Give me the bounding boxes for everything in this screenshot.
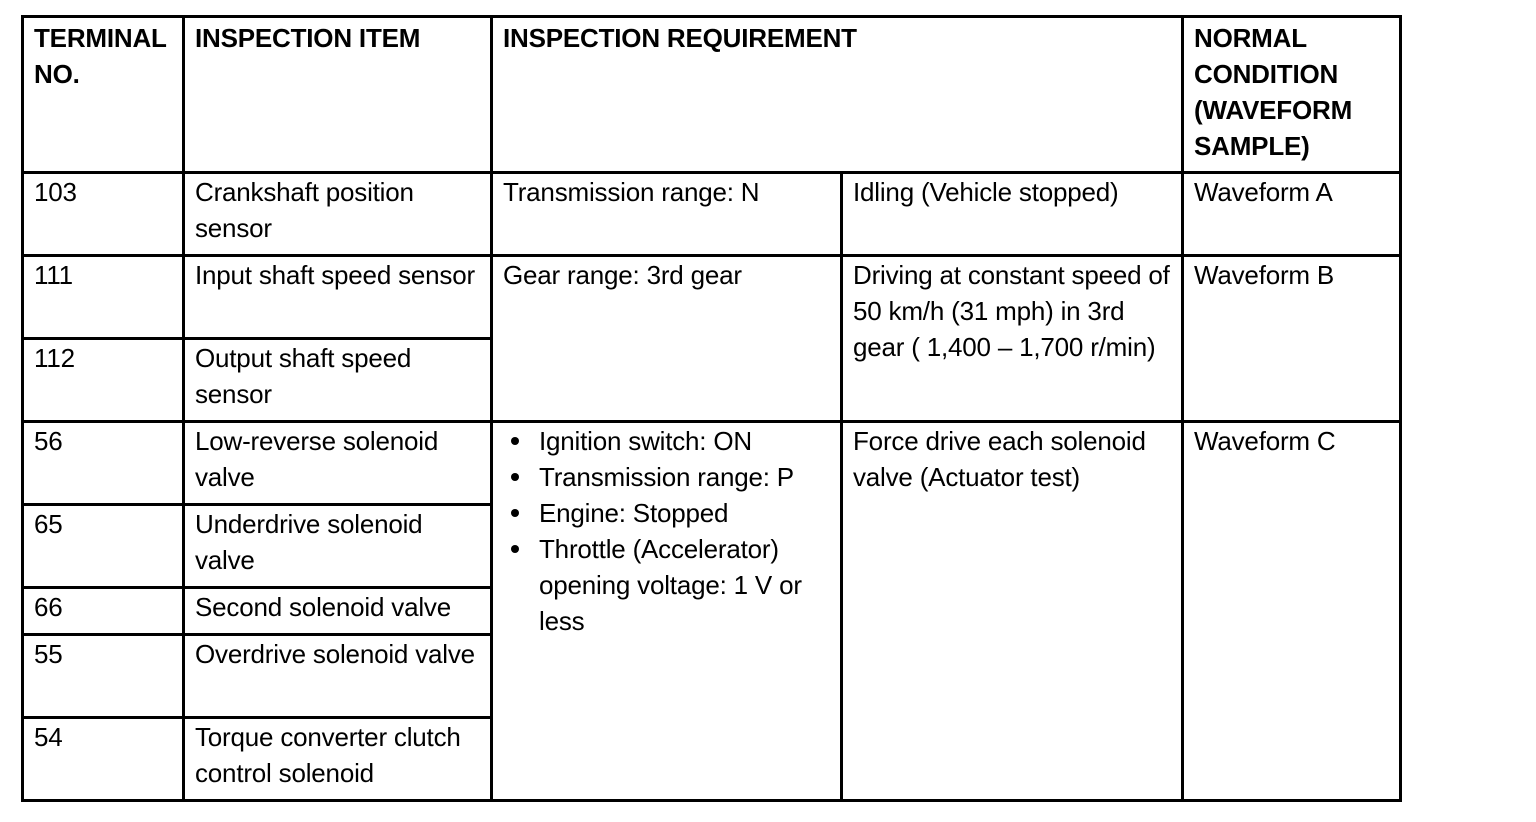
requirement-condition-cell: Idling (Vehicle stopped): [842, 173, 1183, 256]
terminal-cell: 111: [23, 256, 184, 339]
normal-condition-cell: Waveform B: [1183, 256, 1401, 422]
requirement-condition-cell: Force drive each solenoid valve (Actuator test): [842, 422, 1183, 801]
normal-condition-cell: Waveform C: [1183, 422, 1401, 801]
terminal-inspection-table: [21, 15, 1402, 802]
list-item: Engine: Stopped: [503, 495, 834, 531]
terminal-cell: 66: [23, 588, 184, 635]
header-inspection-item: INSPECTION ITEM: [184, 17, 492, 173]
list-item: Transmission range: P: [503, 459, 834, 495]
table-row: [23, 422, 1401, 505]
header-terminal-no: TERMINAL NO.: [23, 17, 184, 173]
terminal-cell: 112: [23, 339, 184, 422]
header-row: [23, 17, 1401, 173]
inspection-item-cell: Underdrive solenoid valve: [184, 505, 492, 588]
requirement-conditions-cell: [492, 422, 842, 801]
inspection-item-cell: Second solenoid valve: [184, 588, 492, 635]
table-row: [23, 173, 1401, 256]
list-item: Throttle (Accelerator) opening voltage: 1 V or less: [503, 531, 834, 639]
inspection-item-cell: Overdrive solenoid valve: [184, 635, 492, 718]
table-row: [23, 256, 1401, 339]
inspection-item-cell: Torque converter clutch control solenoid: [184, 718, 492, 801]
conditions-list: [503, 423, 834, 639]
terminal-cell: 54: [23, 718, 184, 801]
terminal-cell: 56: [23, 422, 184, 505]
terminal-cell: 103: [23, 173, 184, 256]
requirement-range-cell: Transmission range: N: [492, 173, 842, 256]
header-normal-condition: NORMAL CONDITION (WAVEFORM SAMPLE): [1183, 17, 1401, 173]
inspection-item-cell: Low-reverse solenoid valve: [184, 422, 492, 505]
inspection-item-cell: Output shaft speed sensor: [184, 339, 492, 422]
list-item: Ignition switch: ON: [503, 423, 834, 459]
requirement-condition-cell: Driving at constant speed of 50 km/h (31 mph) in 3rd gear ( 1,400 – 1,700 r/min): [842, 256, 1183, 422]
terminal-cell: 55: [23, 635, 184, 718]
inspection-item-cell: Crankshaft position sensor: [184, 173, 492, 256]
requirement-range-cell: Gear range: 3rd gear: [492, 256, 842, 422]
inspection-item-cell: Input shaft speed sensor: [184, 256, 492, 339]
normal-condition-cell: Waveform A: [1183, 173, 1401, 256]
header-inspection-requirement: INSPECTION REQUIREMENT: [492, 17, 1183, 173]
terminal-cell: 65: [23, 505, 184, 588]
